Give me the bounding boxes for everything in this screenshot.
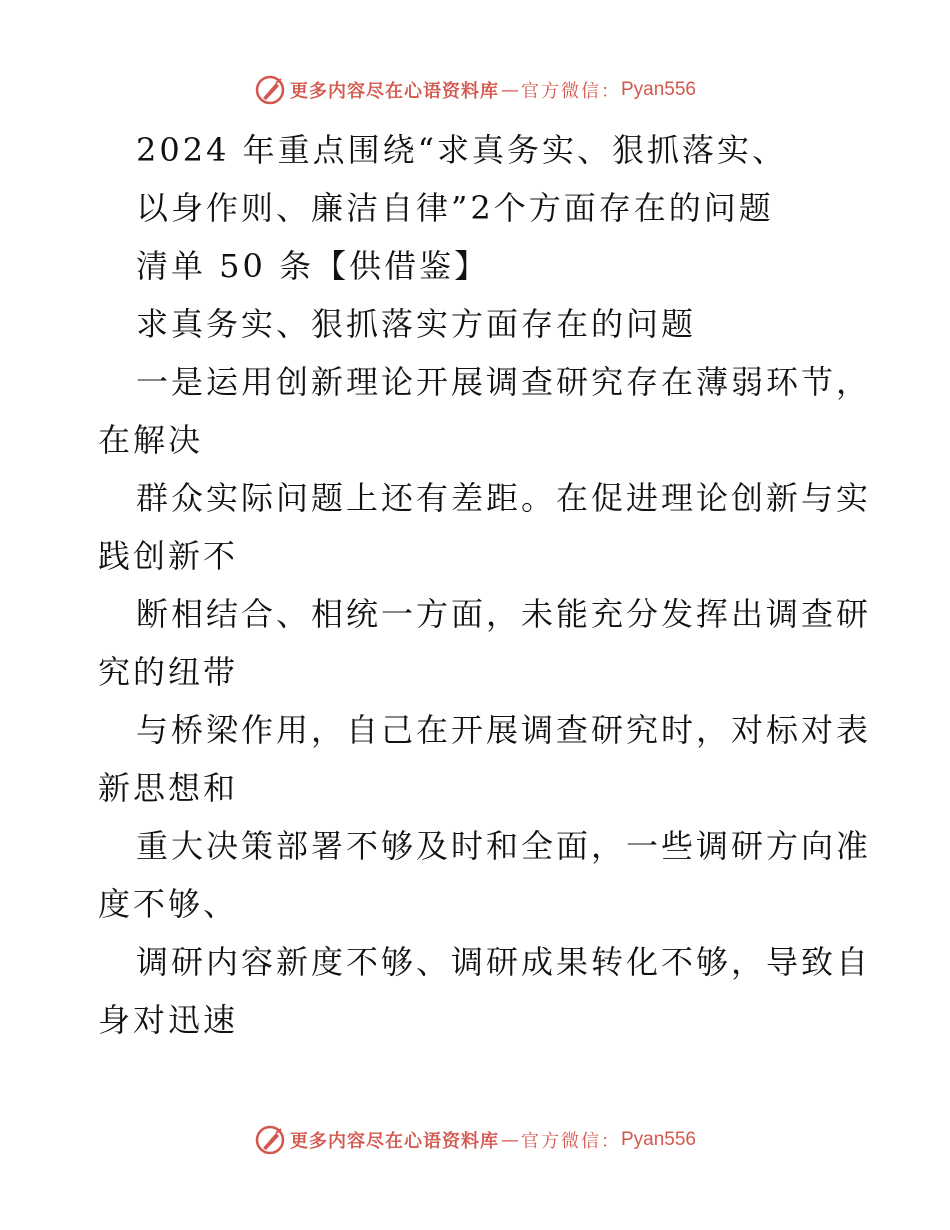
body-line: 与桥梁作用，自己在开展调查研究时，对标对表 bbox=[136, 711, 872, 749]
body-line: 新思想和 bbox=[98, 769, 239, 807]
header-watermark bbox=[0, 70, 950, 110]
document-body bbox=[98, 121, 872, 1049]
title-line-3: 清单 50 条【供借鉴】 bbox=[136, 247, 490, 285]
quill-pen-icon bbox=[254, 74, 286, 106]
body-line: 重大决策部署不够及时和全面，一些调研方向准 bbox=[136, 827, 872, 865]
section-heading: 求真务实、狠抓落实方面存在的问题 bbox=[136, 305, 697, 343]
watermark-id: Pyan556 bbox=[620, 79, 696, 100]
body-line: 度不够、 bbox=[98, 885, 239, 923]
title-line-2: 以身作则、廉洁自律”2个方面存在的问题 bbox=[136, 189, 774, 227]
body-line: 群众实际问题上还有差距。在促进理论创新与实 bbox=[136, 479, 872, 517]
watermark-brand-text: 更多内容尽在心语资料库 bbox=[289, 81, 499, 102]
watermark-label: 官方微信： bbox=[520, 1131, 621, 1152]
watermark-dash: — bbox=[500, 79, 519, 101]
body-line: 践创新不 bbox=[98, 537, 239, 575]
body-line: 一是运用创新理论开展调查研究存在薄弱环节， bbox=[136, 363, 872, 401]
title-line-1: 2024 年重点围绕“求真务实、狠抓落实、 bbox=[136, 131, 787, 169]
watermark-label: 官方微信： bbox=[520, 81, 621, 102]
body-line: 究的纽带 bbox=[98, 653, 239, 691]
body-line: 断相结合、相统一方面，未能充分发挥出调查研 bbox=[136, 595, 872, 633]
quill-pen-icon bbox=[254, 1124, 286, 1156]
watermark-brand-text: 更多内容尽在心语资料库 bbox=[289, 1131, 499, 1152]
body-line: 身对迅速 bbox=[98, 1001, 239, 1039]
body-paragraph bbox=[98, 353, 872, 1049]
body-line: 调研内容新度不够、调研成果转化不够，导致自 bbox=[136, 943, 872, 981]
footer-watermark bbox=[0, 1120, 950, 1160]
watermark-id: Pyan556 bbox=[620, 1129, 696, 1150]
body-line: 在解决 bbox=[98, 421, 204, 459]
watermark-dash: — bbox=[500, 1129, 519, 1151]
